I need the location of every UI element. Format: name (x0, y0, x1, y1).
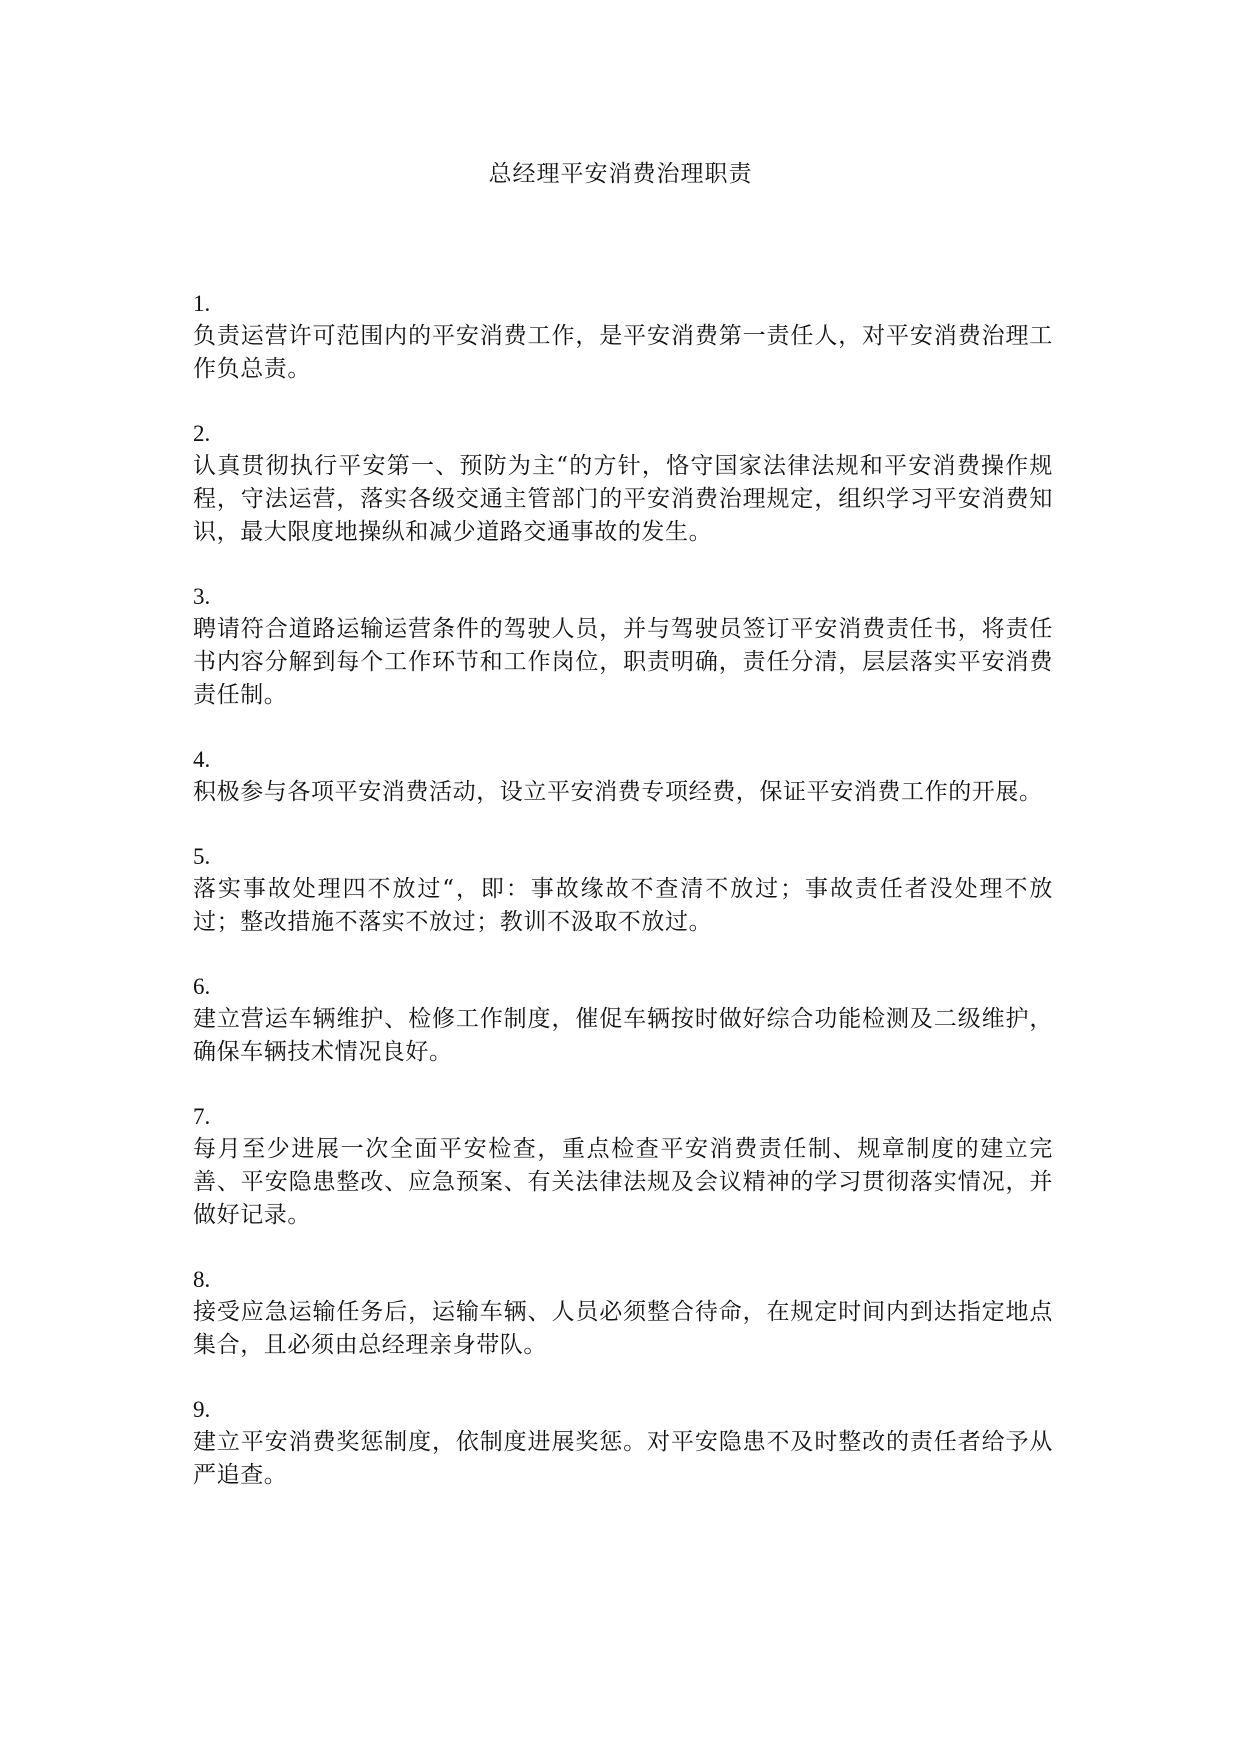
item-number: 9. (193, 1397, 211, 1422)
item-number: 4. (193, 747, 211, 772)
item-text: 负责运营许可范围内的平安消费工作，是平安消费第一责任人，对平安消费治理工作负总责。 (193, 323, 1053, 382)
list-item (193, 417, 1053, 549)
item-text: 落实事故处理四不放过“，即：事故缘故不查清不放过；事故责任者没处理不放过；整改措施不落实不放过；教训不汲取不放过。 (193, 876, 1053, 935)
item-text: 认真贯彻执行平安第一、预防为主“的方针，恪守国家法律法规和平安消费操作规程，守法运营，落实各级交通主管部门的平安消费治理规定，组织学习平安消费知识，最大限度地操纵和减少道路交通事故的发生。 (193, 453, 1053, 545)
item-text: 接受应急运输任务后，运输车辆、人员必须整合待命，在规定时间内到达指定地点集合，且必须由总经理亲身带队。 (193, 1299, 1053, 1358)
document-title: 总经理平安消费治理职责 (488, 161, 753, 187)
item-number: 8. (193, 1267, 211, 1292)
list-item (193, 1100, 1053, 1232)
item-number: 1. (193, 291, 211, 316)
list-item (193, 840, 1053, 939)
list-item (193, 743, 1053, 809)
item-number: 5. (193, 844, 211, 869)
item-text: 聘请符合道路运输运营条件的驾驶人员，并与驾驶员签订平安消费责任书，将责任书内容分解到每个工作环节和工作岗位，职责明确，责任分清，层层落实平安消费责任制。 (193, 616, 1053, 708)
list-item (193, 970, 1053, 1069)
item-number: 7. (193, 1104, 211, 1129)
item-number: 6. (193, 974, 211, 999)
item-text: 积极参与各项平安消费活动，设立平安消费专项经费，保证平安消费工作的开展。 (193, 779, 1043, 805)
list-item (193, 580, 1053, 712)
item-number: 2. (193, 421, 211, 446)
list-item (193, 287, 1053, 386)
list-item (193, 1263, 1053, 1362)
item-text: 每月至少进展一次全面平安检查，重点检查平安消费责任制、规章制度的建立完善、平安隐患整改、应急预案、有关法律法规及会议精神的学习贯彻落实情况，并做好记录。 (193, 1136, 1053, 1228)
item-number: 3. (193, 584, 211, 609)
item-text: 建立营运车辆维护、检修工作制度，催促车辆按时做好综合功能检测及二级维护，确保车辆技术情况良好。 (193, 1006, 1053, 1065)
list-item (193, 1393, 1053, 1492)
item-text: 建立平安消费奖惩制度，依制度进展奖惩。对平安隐患不及时整改的责任者给予从严追查。 (193, 1429, 1053, 1488)
duty-list (193, 287, 1053, 1523)
